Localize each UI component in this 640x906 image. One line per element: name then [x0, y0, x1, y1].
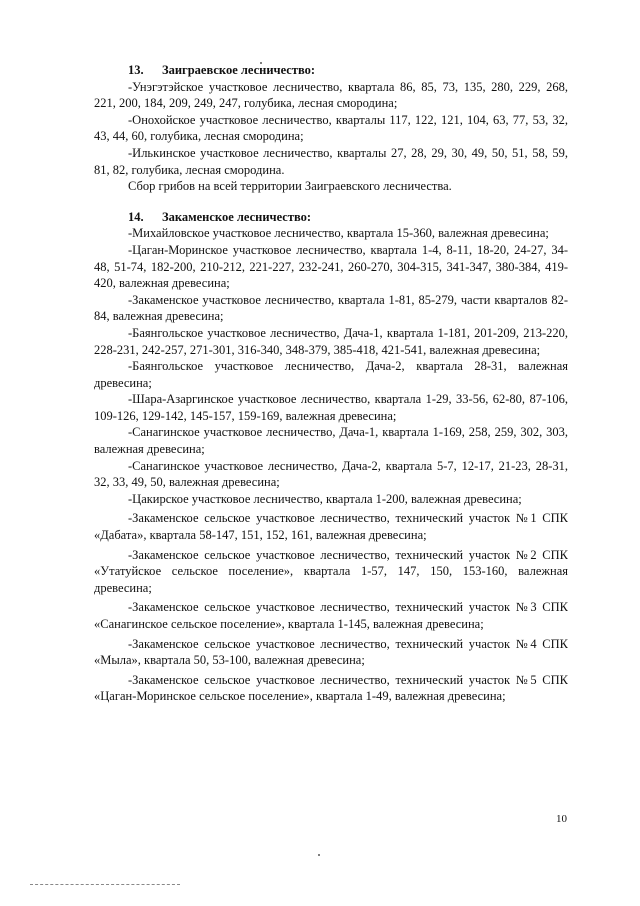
paragraph: -Закаменское сельское участковое лесничество, технический участок №4 СПК «Мыла», квартала 50, 53-100, валежная древесина;	[94, 636, 568, 668]
page-number: 10	[556, 813, 567, 825]
paragraph: -Закаменское сельское участковое лесничество, технический участок №5 СПК «Цаган-Моринское сельское поселение», квартала 1-49, валежная древесина;	[94, 672, 568, 704]
section-heading: 14. Закаменское лесничество:	[128, 209, 312, 224]
paragraph: -Онохойское участковое лесничество, кварталы 117, 122, 121, 104, 63, 77, 53, 32, 43, 44, 60, голубика, лесная смородина;	[94, 112, 568, 144]
paragraph: -Закаменское сельское участковое лесничество, технический участок №2 СПК «Утатуйское сельское поселение», квартала 1-57, 147, 150, 153-160, валежная древесина;	[94, 547, 568, 595]
paragraph: -Илькинское участковое лесничество, кварталы 27, 28, 29, 30, 49, 50, 51, 58, 59, 81, 82, голубика, лесная смородина.	[94, 145, 568, 177]
scan-dot	[318, 854, 320, 856]
page-content	[94, 62, 568, 705]
section-heading: 13. Заиграевское лесничество:	[128, 63, 316, 77]
paragraph: -Закаменское участковое лесничество, квартала 1-81, 85-279, части кварталов 82-84, валежная древесина;	[94, 292, 568, 324]
paragraph: Сбор грибов на всей территории Заиграевского лесничества.	[128, 179, 452, 194]
paragraph: -Михайловское участковое лесничество, квартала 15-360, валежная древесина;	[128, 226, 549, 241]
paragraph: -Шара-Азаргинское участковое лесничество, квартала 1-29, 33-56, 62-80, 87-106, 109-126, 129-142, 145-157, 159-169, валежная древесина;	[94, 392, 568, 423]
paragraph: -Цаган-Моринское участковое лесничество, квартала 1-4, 8-11, 18-20, 24-27, 34-48, 51-74, 182-200, 210-212, 221-227, 232-241, 260-270, 304-315, 341-347, 380-384, 419-420, валежная древесина;	[94, 242, 568, 291]
paragraph: -Санагинское участковое лесничество, Дача-2, квартала 5-7, 12-17, 21-23, 28-31, 32, 33, 49, 50, валежная древесина;	[94, 458, 568, 490]
paragraph: -Санагинское участковое лесничество, Дача-1, квартала 1-169, 258, 259, 302, 303, валежная древесина;	[94, 425, 568, 457]
paragraph: -Унэгэтэйское участковое лесничество, квартала 86, 85, 73, 135, 280, 229, 268, 221, 200, 184, 209, 249, 247, голубика, лесная смородина;	[94, 79, 568, 111]
paragraph: -Закаменское сельское участковое лесничество, технический участок №3 СПК «Санагинское сельское поселение», квартала 1-145, валежная древесина;	[94, 600, 568, 631]
paragraph: -Баянгольское участковое лесничество, Дача-2, квартала 28-31, валежная древесина;	[94, 359, 568, 390]
paragraph: -Закаменское сельское участковое лесничество, технический участок №1 СПК «Дабата», квартала 58-147, 151, 152, 161, валежная древесина;	[94, 511, 568, 543]
paragraph: -Баянгольское участковое лесничество, Дача-1, квартала 1-181, 201-209, 213-220, 228-231, 242-257, 271-301, 316-340, 348-379, 385-418, 421-541, валежная древесина;	[94, 325, 568, 357]
paragraph: -Цакирское участковое лесничество, квартала 1-200, валежная древесина;	[128, 491, 522, 506]
scan-artifact-line	[30, 884, 180, 885]
